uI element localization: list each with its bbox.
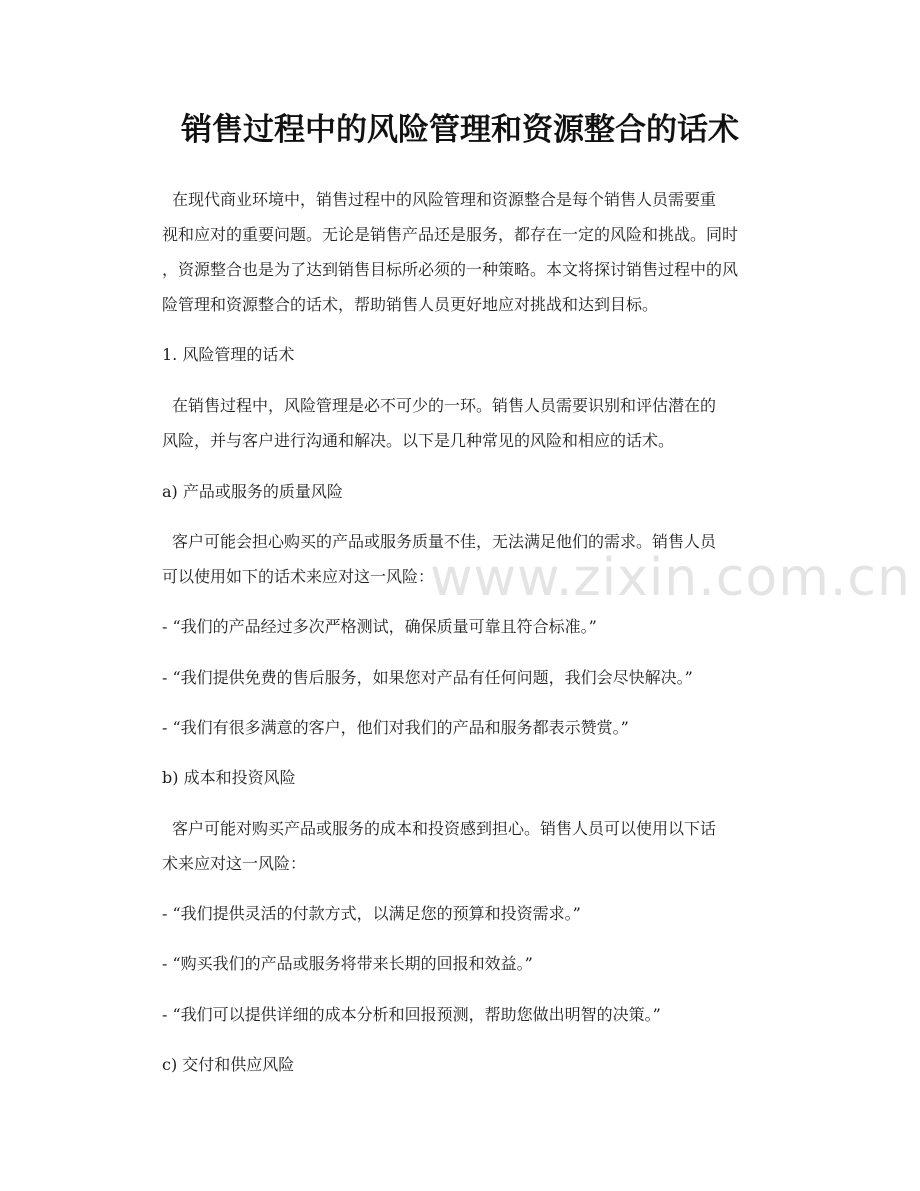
quote-b-3: - “我们可以提供详细的成本分析和回报预测，帮助您做出明智的决策。” [162,1005,661,1024]
section1-line-1: 在销售过程中，风险管理是必不可少的一环。销售人员需要识别和评估潜在的 [172,396,717,415]
subheading-c: c) 交付和供应风险 [162,1055,295,1074]
section-heading-1: 1. 风险管理的话术 [162,345,295,364]
sub-b-line-2: 术来应对这一风险： [162,854,307,873]
quote-a-2: - “我们提供免费的售后服务，如果您对产品有任何问题，我们会尽快解决。” [162,668,693,687]
sub-b-line-1: 客户可能对购买产品或服务的成本和投资感到担心。销售人员可以使用以下话 [172,819,717,838]
intro-line-1: 在现代商业环境中，销售过程中的风险管理和资源整合是每个销售人员需要重 [172,190,717,209]
sub-a-line-1: 客户可能会担心购买的产品或服务质量不佳，无法满足他们的需求。销售人员 [172,532,717,551]
quote-a-1: - “我们的产品经过多次严格测试，确保质量可靠且符合标准。” [162,617,597,636]
subheading-b: b) 成本和投资风险 [162,768,296,787]
intro-line-4: 险管理和资源整合的话术，帮助销售人员更好地应对挑战和达到目标。 [162,295,659,314]
intro-line-2: 视和应对的重要问题。无论是销售产品还是服务，都存在一定的风险和挑战。同时 [162,225,739,244]
section1-line-2: 风险，并与客户进行沟通和解决。以下是几种常见的风险和相应的话术。 [162,431,675,450]
page-title: 销售过程中的风险管理和资源整合的话术 [181,112,739,148]
sub-a-line-2: 可以使用如下的话术来应对这一风险： [162,567,435,586]
intro-line-3: ，资源整合也是为了达到销售目标所必须的一种策略。本文将探讨销售过程中的风 [162,260,739,279]
quote-a-3: - “我们有很多满意的客户，他们对我们的产品和服务都表示赞赏。” [162,718,629,737]
quote-b-2: - “购买我们的产品或服务将带来长期的回报和效益。” [162,954,533,973]
subheading-a: a) 产品或服务的质量风险 [162,482,343,501]
watermark: www.zixin.com.cn [430,548,911,608]
quote-b-1: - “我们提供灵活的付款方式，以满足您的预算和投资需求。” [162,904,581,923]
